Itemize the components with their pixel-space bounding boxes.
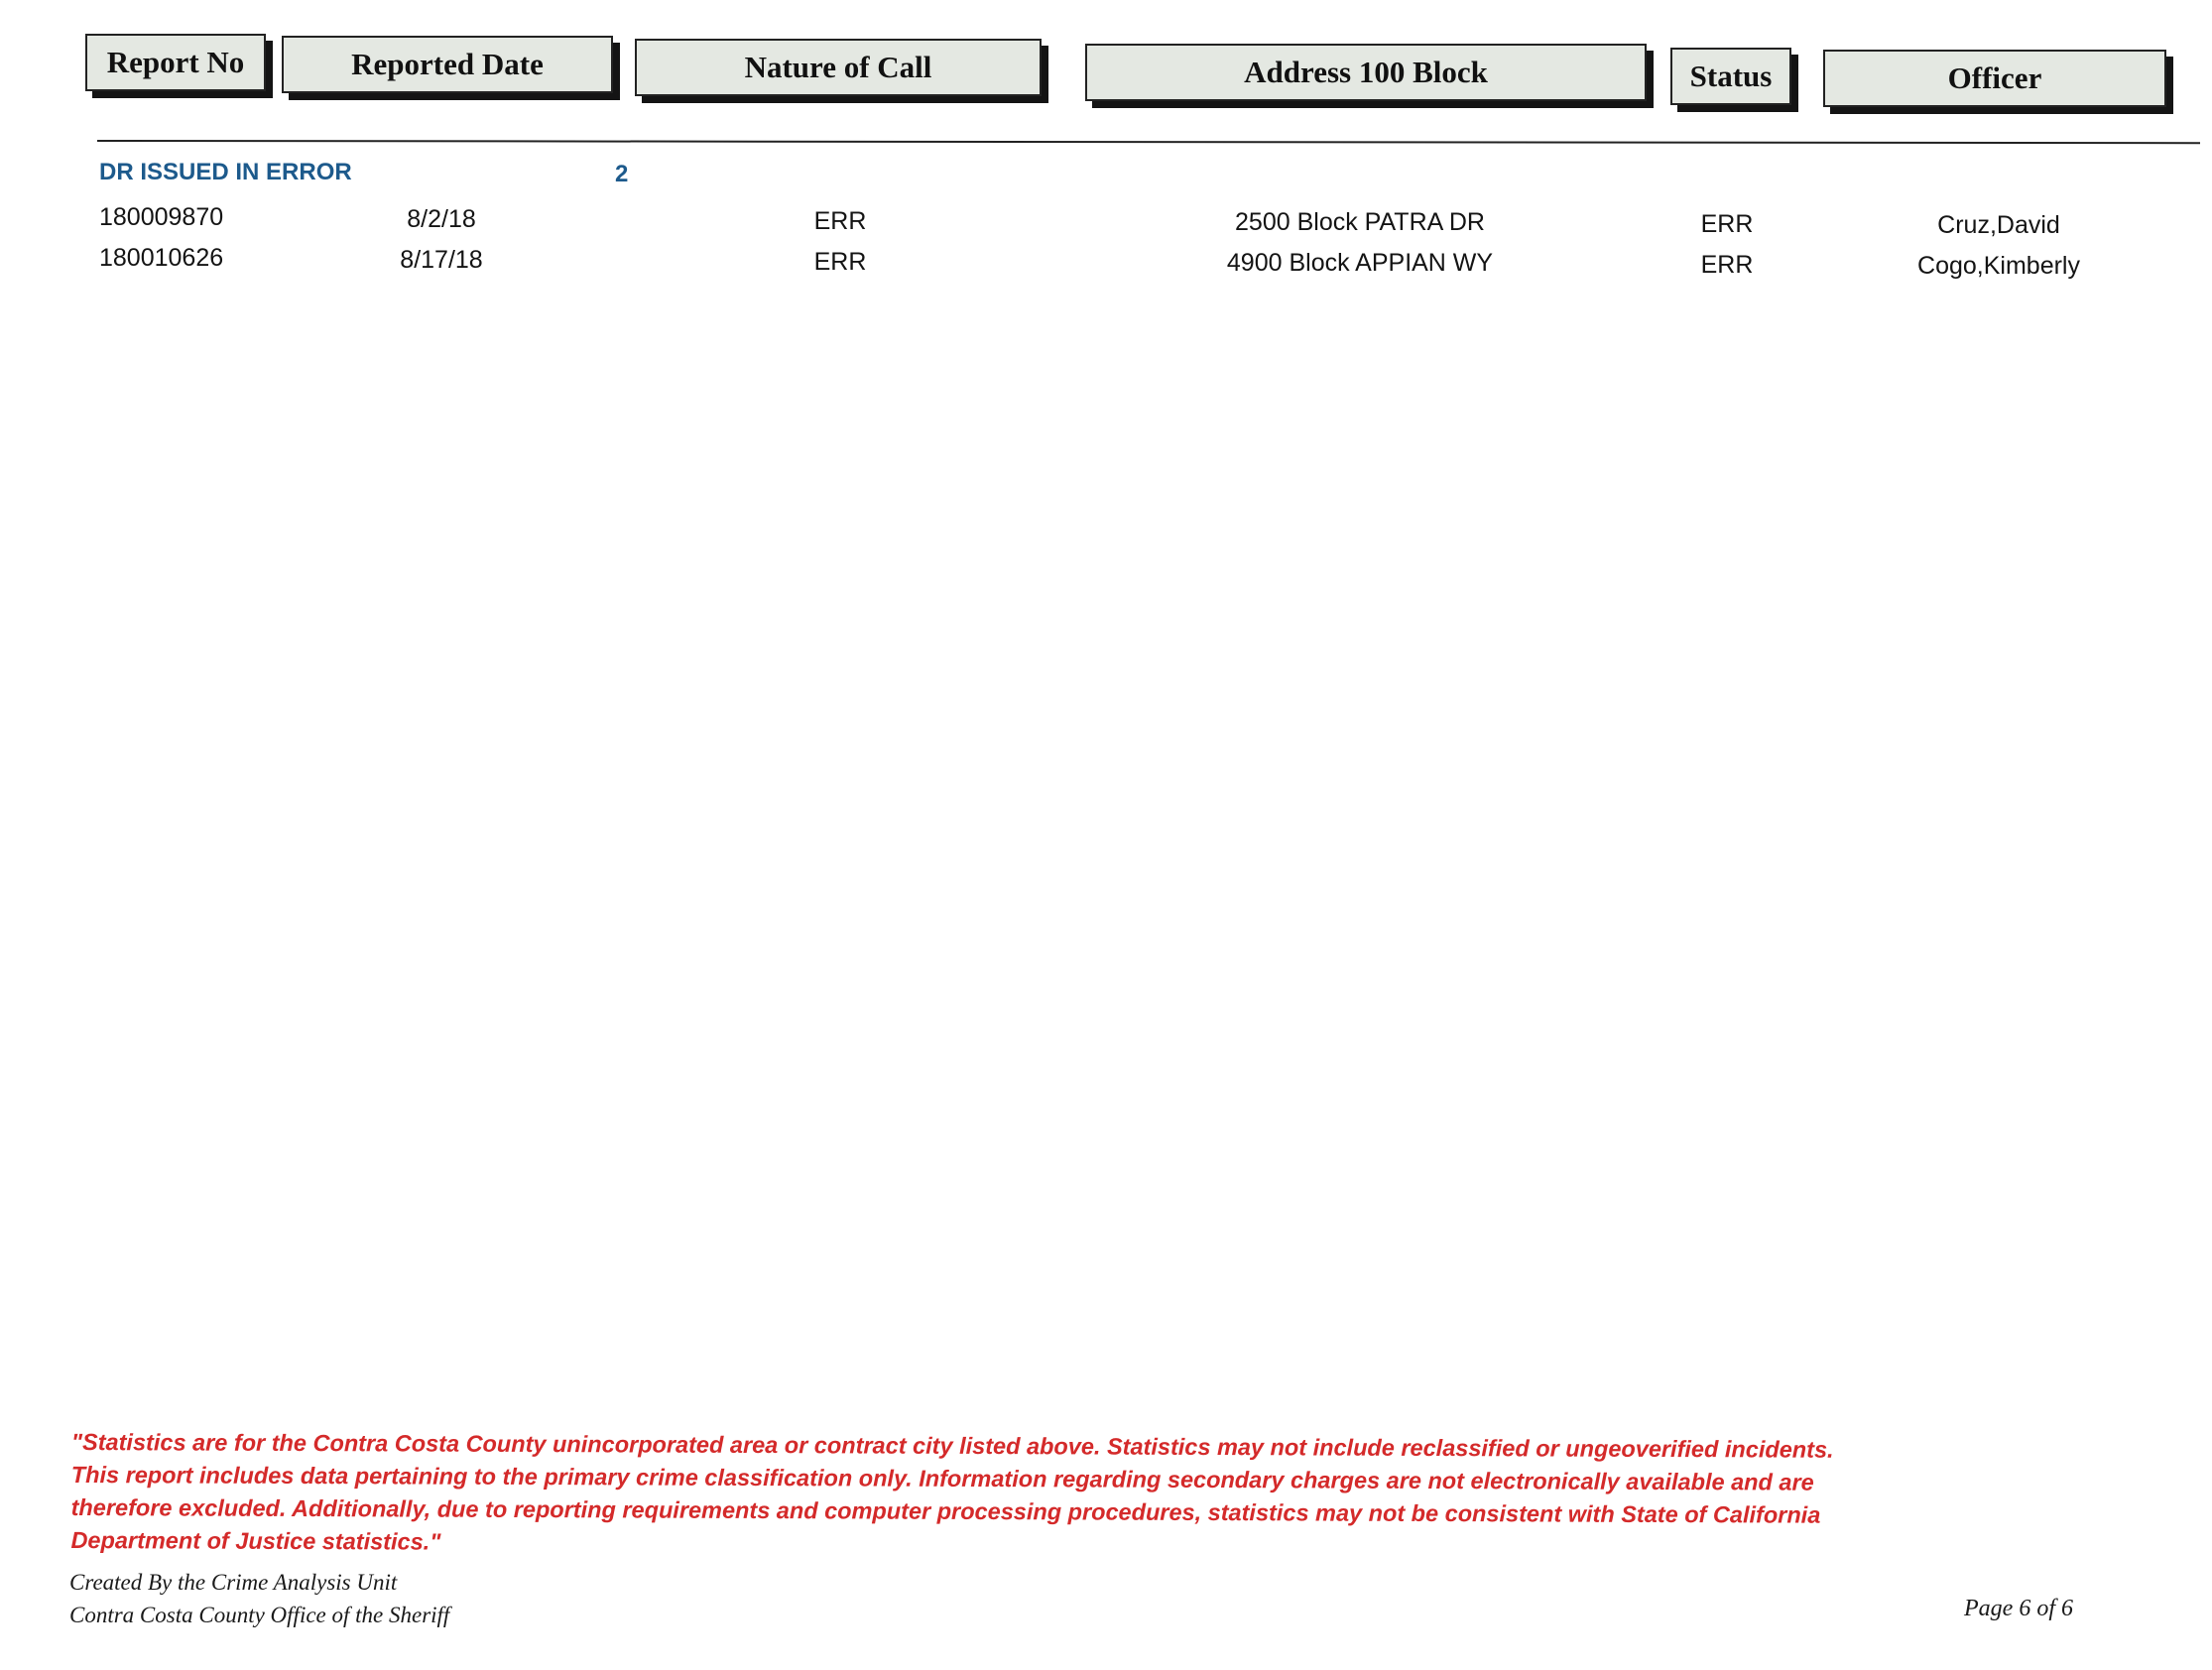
footer-created-by: Created By the Crime Analysis Unit [69, 1570, 398, 1595]
address-cell: 2500 Block PATRA DR [1235, 208, 1485, 236]
address-cell: 4900 Block APPIAN WY [1226, 249, 1494, 277]
header-divider [97, 140, 2200, 144]
nature-of-call-cell: ERR [813, 207, 867, 235]
column-header-report-no [85, 34, 266, 91]
column-header-officer-label: Officer [1947, 60, 2042, 95]
column-header-nature-of-call-label: Nature of Call [744, 50, 932, 84]
statistics-disclaimer: "Statistics are for the Contra Costa County unincorporated area or contract city listed above. Statistics may not include reclassified or ungeoverified incidents. This report includes data pertaining to the primary crime classification only. Information regarding secondary charges are not electronically available and are therefore excluded. Additionally, due to reporting requirements and computer processing procedures, statistics may not be consistent with State of California Department of Justice statistics." [70, 1429, 1834, 1555]
column-header-reported-date-label: Reported Date [351, 47, 544, 81]
officer-cell: Cruz,David [1937, 211, 2060, 239]
group-count: 2 [615, 161, 629, 187]
reported-date-cell: 8/17/18 [400, 246, 483, 274]
column-header-nature-of-call [635, 39, 1042, 96]
column-header-status-label: Status [1689, 59, 1773, 93]
report-number-cell: 180009870 [99, 203, 224, 231]
column-header-address [1085, 44, 1647, 101]
column-header-status [1670, 48, 1791, 105]
column-header-address-label: Address 100 Block [1244, 55, 1488, 89]
column-header-reported-date [282, 36, 613, 93]
status-cell: ERR [1700, 210, 1754, 238]
report-number-cell: 180010626 [99, 244, 224, 272]
officer-cell: Cogo,Kimberly [1917, 252, 2080, 280]
column-header-officer [1823, 50, 2166, 107]
reported-date-cell: 8/2/18 [407, 205, 476, 233]
column-header-report-no-label: Report No [106, 45, 245, 79]
page-number: Page 6 of 6 [1964, 1596, 2073, 1621]
status-cell: ERR [1700, 251, 1754, 279]
footer-office: Contra Costa County Office of the Sheriff [69, 1603, 450, 1627]
nature-of-call-cell: ERR [813, 248, 867, 276]
group-label: DR ISSUED IN ERROR [99, 159, 352, 185]
